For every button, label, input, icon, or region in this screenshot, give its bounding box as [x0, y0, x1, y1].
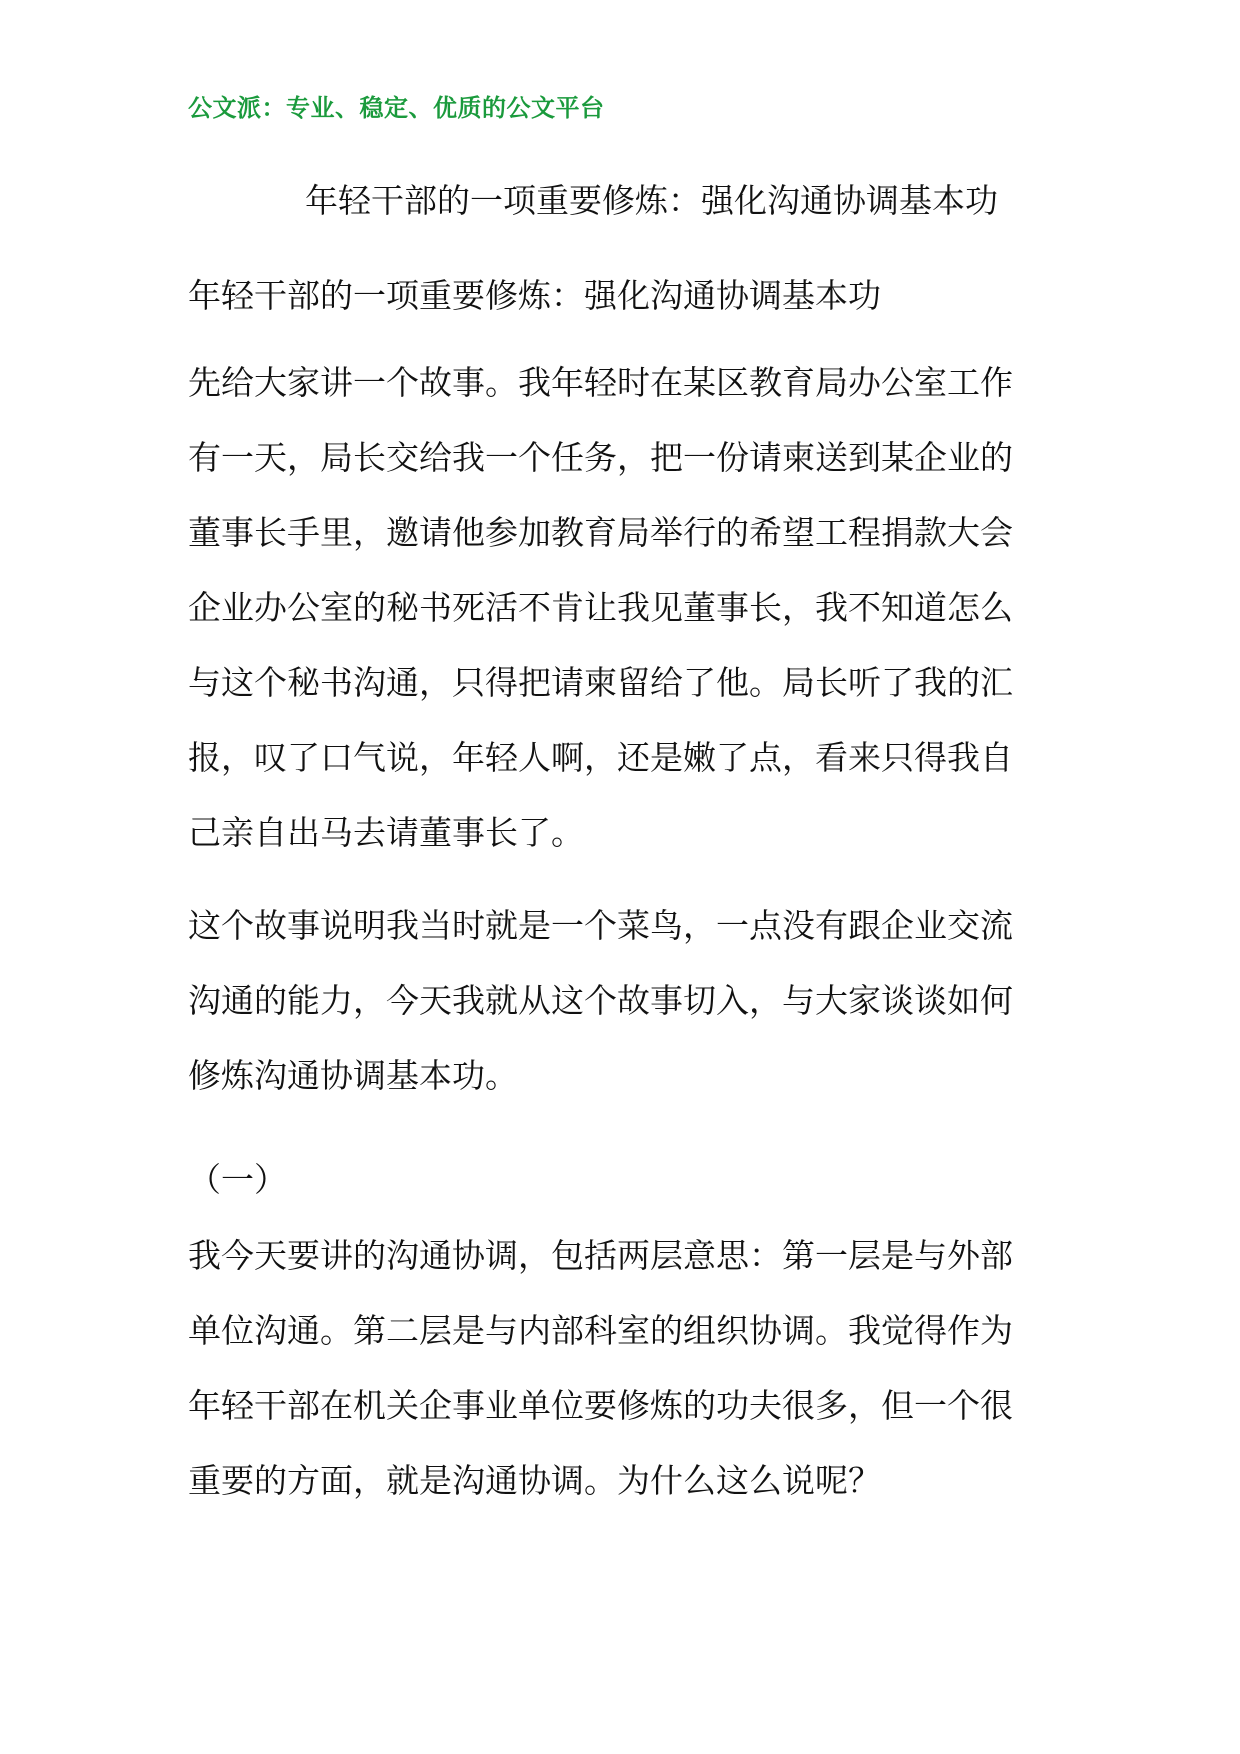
paragraph-line: 与这个秘书沟通，只得把请柬留给了他。局长听了我的汇 [188, 663, 1013, 702]
paragraph-line: 先给大家讲一个故事。我年轻时在某区教育局办公室工作 [188, 363, 1013, 402]
paragraph-line: 董事长手里，邀请他参加教育局举行的希望工程捐款大会 [188, 513, 1013, 552]
document-title: 年轻干部的一项重要修炼：强化沟通协调基本功 [305, 181, 998, 220]
paragraph-line: 修炼沟通协调基本功。 [188, 1056, 518, 1095]
paragraph-line: 这个故事说明我当时就是一个菜鸟，一点没有跟企业交流 [188, 906, 1013, 945]
paragraph-line: 企业办公室的秘书死活不肯让我见董事长，我不知道怎么 [188, 588, 1013, 627]
paragraph-line: 我今天要讲的沟通协调，包括两层意思：第一层是与外部 [188, 1236, 1013, 1275]
paragraph-definition [188, 1218, 1068, 1518]
paragraph-line: 沟通的能力，今天我就从这个故事切入，与大家谈谈如何 [188, 981, 1013, 1020]
paragraph-lesson [188, 888, 1068, 1113]
section-heading-one [188, 1142, 1068, 1217]
document-subtitle: 年轻干部的一项重要修炼：强化沟通协调基本功 [188, 276, 881, 315]
paragraph-line: 己亲自出马去请董事长了。 [188, 813, 584, 852]
paragraph-story [188, 345, 1068, 870]
paragraph-line: 单位沟通。第二层是与内部科室的组织协调。我觉得作为 [188, 1311, 1013, 1350]
paragraph-line: 报，叹了口气说，年轻人啊，还是嫩了点，看来只得我自 [188, 738, 1013, 777]
paragraph-line: 年轻干部在机关企事业单位要修炼的功夫很多，但一个很 [188, 1386, 1013, 1425]
paragraph-line: 有一天，局长交给我一个任务，把一份请柬送到某企业的 [188, 438, 1013, 477]
header-brand-line: 公文派：专业、稳定、优质的公文平台 [188, 93, 605, 122]
paragraph-line: 重要的方面，就是沟通协调。为什么这么说呢？ [188, 1461, 881, 1500]
section-number: （一） [188, 1160, 287, 1199]
